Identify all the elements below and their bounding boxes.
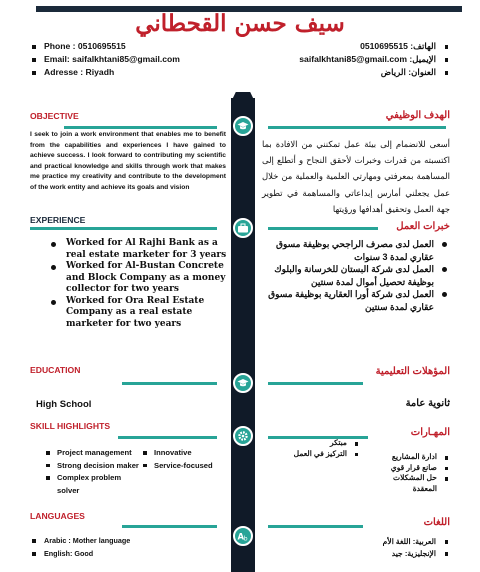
divider-line bbox=[118, 436, 217, 439]
svg-text:A: A bbox=[237, 532, 244, 542]
experience-item-en: Worked for Al-Bustan Concrete and Block Company as a money collector for two years bbox=[48, 261, 228, 296]
experience-item-en: Worked for Ora Real Estate Company as a real estate marketer for two years bbox=[48, 296, 228, 331]
education-value-en: High School bbox=[36, 399, 92, 410]
divider-line bbox=[268, 227, 378, 230]
contact-list-en bbox=[30, 40, 240, 79]
experience-list-en bbox=[48, 238, 228, 330]
experience-item-en: Worked for Al Rajhi Bank as a real estate marketer for 3 years bbox=[48, 238, 228, 261]
language-item-ar: العربية: اللغة الأم bbox=[300, 536, 450, 548]
graduation-cap-icon bbox=[233, 116, 253, 136]
divider-line bbox=[30, 227, 217, 230]
contact-list-ar bbox=[230, 40, 450, 79]
skills-heading-ar: المهـارات bbox=[410, 427, 450, 438]
svg-text:b: b bbox=[243, 535, 248, 542]
contact-email-en: Email: saifalkhtani85@gmail.com bbox=[30, 53, 240, 66]
experience-item-ar: العمل لدى شركة أورا العقارية بوظيفة مسوق عقاري لمدة سنتين bbox=[258, 288, 450, 313]
skill-item-ar: صانع قرار قوي bbox=[374, 463, 450, 474]
divider-line bbox=[122, 525, 217, 528]
contact-email-ar: الإيميل: saifalkhtani85@gmail.com bbox=[230, 53, 450, 66]
skill-item-ar: حل المشكلات المعقدة bbox=[374, 473, 450, 494]
experience-item-ar: العمل لدى شركة البستان للخرسانة والبلوك بوظيفة تحصيل أموال لمدة سنتين bbox=[258, 263, 450, 288]
skill-item-en: Innovative bbox=[141, 447, 231, 460]
skill-item-en: Project management bbox=[44, 447, 140, 460]
language-item-en: Arabic : Mother language bbox=[30, 534, 220, 547]
skill-item-ar: التركيز في العمل bbox=[284, 449, 360, 460]
experience-heading-ar: خبرات العمل bbox=[396, 221, 450, 232]
skill-item-en: Service-focused bbox=[141, 460, 231, 473]
skills-list-ar-1 bbox=[374, 452, 450, 494]
briefcase-icon bbox=[233, 218, 253, 238]
skill-item-ar: مبتكر bbox=[284, 438, 360, 449]
translate-icon bbox=[233, 526, 253, 546]
objective-text-en: I seek to join a work environment that enables me to benefit from the capabilities and experiences I have gained to achieve success. I look forward to contributing my scientific and practical knowledge and skills through work that makes me practice my creativity and contribute to the development of the work entity and achieve its goals and vision bbox=[30, 131, 226, 191]
objective-text-ar: أسعى للانضمام إلى بيئة عمل تمكنني من الافادة بما اكتسبته من قدرات وخبرات لأحقق النجاح و أتطلع إلى المساهمة بمعرفتي ومهارتي العلمية والعملية من خلال عمل يجعلني أمارس إبداعاتي والمساهمة في تطوير جهة العمل وتحقيق أهدافها ورؤيتها bbox=[262, 139, 450, 214]
contact-phone-en: Phone : 0510695515 bbox=[30, 40, 240, 53]
divider-line bbox=[268, 525, 363, 528]
divider-line bbox=[268, 126, 446, 129]
divider-line bbox=[268, 382, 363, 385]
education-heading-ar: المؤهلات التعليمية bbox=[375, 366, 450, 377]
contact-phone-ar: الهاتف: 0510695515 bbox=[230, 40, 450, 53]
timeline-spine bbox=[231, 98, 255, 572]
language-item-ar: الإنجليزية: جيد bbox=[300, 548, 450, 560]
languages-heading-ar: اللغات bbox=[423, 517, 450, 528]
experience-list-ar bbox=[258, 238, 450, 313]
objective-heading-ar: الهدف الوظيفي bbox=[385, 110, 450, 121]
divider-line bbox=[122, 382, 217, 385]
skills-list-en-2 bbox=[141, 447, 231, 472]
education-heading-en: EDUCATION bbox=[30, 365, 81, 375]
divider-line bbox=[64, 126, 217, 129]
languages-list-ar bbox=[300, 536, 450, 560]
candidate-name: سيف حسن القحطاني bbox=[135, 10, 345, 37]
experience-heading-en: EXPERIENCE bbox=[30, 215, 86, 225]
skills-list-ar-2 bbox=[284, 438, 360, 459]
objective-heading-en: OBJECTIVE bbox=[30, 111, 79, 121]
contact-address-ar: العنوان: الرياض bbox=[230, 66, 450, 79]
education-value-ar: ثانوية عامة bbox=[405, 398, 450, 409]
skills-heading-en: SKILL HIGHLIGHTS bbox=[30, 421, 111, 431]
experience-item-ar: العمل لدى مصرف الراجحي بوظيفة مسوق عقاري لمدة 3 سنوات bbox=[258, 238, 450, 263]
gear-icon bbox=[233, 426, 253, 446]
language-item-en: English: Good bbox=[30, 547, 220, 560]
graduation-cap-icon bbox=[233, 373, 253, 393]
languages-list-en bbox=[30, 534, 220, 560]
skills-list-en-1 bbox=[44, 447, 140, 497]
skill-item-en: Strong decision maker bbox=[44, 460, 140, 473]
languages-heading-en: LANGUAGES bbox=[30, 511, 85, 521]
contact-address-en: Adresse : Riyadh bbox=[30, 66, 240, 79]
skill-item-ar: ادارة المشاريع bbox=[374, 452, 450, 463]
skill-item-en: Complex problem solver bbox=[44, 472, 140, 497]
